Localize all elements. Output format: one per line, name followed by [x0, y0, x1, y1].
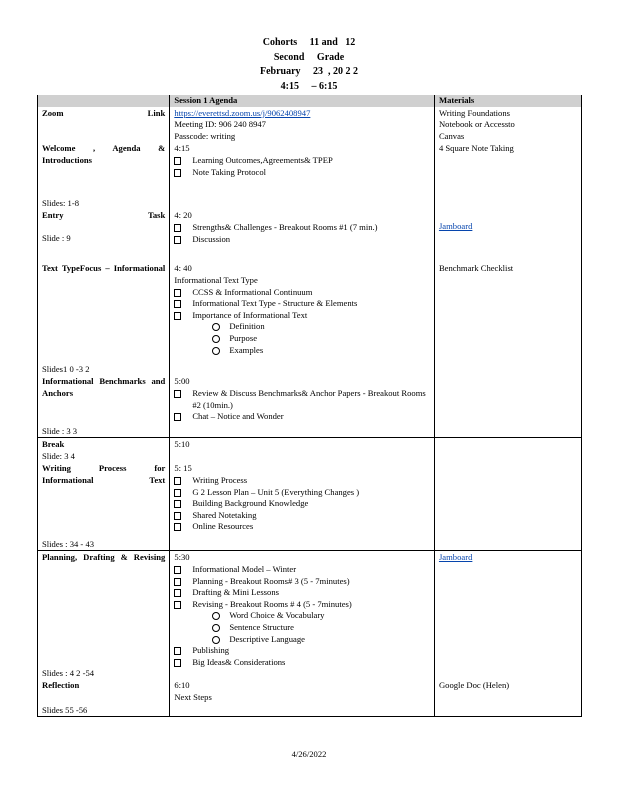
agenda-item-text: G 2 Lesson Plan – Unit 5 (Everything Changes ) — [192, 486, 360, 497]
circle-bullet-icon — [212, 347, 220, 355]
agenda-time: 5:10 — [174, 439, 190, 450]
slides-range: Slides: 1-8 — [42, 197, 80, 208]
agenda-cell — [170, 679, 435, 717]
topic-title: Break — [42, 439, 65, 450]
materials-cell — [434, 462, 581, 551]
header-time: 4:15 – 6:15 — [280, 80, 338, 92]
agenda-item — [174, 645, 430, 657]
table-row — [38, 462, 582, 551]
agenda-item-text: Big Ideas& Considerations — [192, 656, 286, 667]
materials-cell — [434, 679, 581, 717]
materials-cell — [434, 209, 581, 262]
topic-wrap — [42, 143, 165, 209]
topic-wrap — [42, 263, 165, 375]
agenda-subitem-text: Word Choice & Vocabulary — [229, 610, 325, 621]
agenda-time: 5:00 — [174, 376, 190, 387]
material-item: Google Doc (Helen) — [438, 680, 510, 691]
material-item: Benchmark Checklist — [438, 263, 514, 274]
agenda-item — [174, 234, 430, 246]
agenda-item-text: Planning - Breakout Rooms# 3 (5 - 7minutes) — [192, 575, 350, 586]
checkbox-icon — [174, 312, 181, 320]
topic-cell — [38, 209, 170, 262]
header-grade: Second Grade — [273, 51, 345, 63]
checkbox-icon — [174, 289, 181, 297]
topic-cell — [38, 262, 170, 375]
checkbox-icon — [174, 489, 181, 497]
agenda-item-text: CCSS & Informational Continuum — [192, 286, 313, 297]
agenda-item-text: Strengths& Challenges - Breakout Rooms #1 (7 min.) — [192, 221, 378, 232]
agenda-cell — [170, 107, 435, 143]
agenda-item — [174, 222, 430, 234]
slides-range: Slide : 3 3 — [42, 425, 78, 436]
materials-cell — [434, 375, 581, 438]
topic-cell — [38, 551, 170, 680]
checkbox-icon — [174, 566, 181, 574]
checkbox-icon — [174, 523, 181, 531]
agenda-subitem-text: Purpose — [229, 332, 258, 343]
topic-title: Entry Task — [42, 210, 166, 221]
zoom-link[interactable]: https://everettsd.zoom.us/j/9062408947 — [174, 107, 311, 118]
agenda-item — [174, 475, 430, 487]
agenda-time: 5:30 — [174, 552, 190, 563]
agenda-item-text: Shared Notetaking — [192, 509, 257, 520]
agenda-item-text: Online Resources — [192, 521, 254, 532]
topic-title: Planning, Drafting & Revising — [42, 552, 166, 563]
checkbox-icon — [174, 224, 181, 232]
slides-range: Slide: 3 4 — [42, 450, 75, 461]
agenda-subitem-text: Descriptive Language — [229, 633, 305, 644]
agenda-subitem — [174, 345, 430, 357]
agenda-item — [174, 587, 430, 599]
topic-wrap — [42, 210, 165, 262]
table-row — [38, 375, 582, 438]
topic-cell — [38, 107, 170, 143]
topic-wrap — [42, 680, 165, 716]
agenda-item — [174, 310, 430, 322]
circle-bullet-icon — [212, 636, 220, 644]
agenda-item-text: Publishing — [192, 645, 230, 656]
checkbox-icon — [174, 157, 181, 165]
material-item: 4 Square Note Taking — [438, 143, 514, 154]
agenda-cell — [170, 142, 435, 209]
agenda-subitem — [174, 610, 430, 622]
agenda-item — [174, 564, 430, 576]
header-cohorts: Cohorts 11 and 12 — [262, 37, 356, 48]
circle-bullet-icon — [212, 323, 220, 331]
agenda-cell — [170, 375, 435, 438]
agenda-subitem — [174, 333, 430, 345]
checkbox-icon — [174, 512, 181, 520]
column-header-agenda: Session 1 Agenda — [170, 95, 435, 107]
agenda-cell — [170, 209, 435, 262]
slides-range: Slide : 9 — [42, 232, 71, 243]
material-item: Notebook or Accessto — [438, 119, 515, 130]
table-row — [38, 209, 582, 262]
agenda-body — [38, 107, 582, 717]
circle-bullet-icon — [212, 624, 220, 632]
topic-cell — [38, 462, 170, 551]
checkbox-icon — [174, 477, 181, 485]
agenda-item-text: Building Background Knowledge — [192, 498, 309, 509]
agenda-time: 4:15 — [174, 143, 190, 154]
topic-title: Welcome , Agenda & Introductions — [42, 143, 166, 165]
materials-cell — [434, 551, 581, 680]
agenda-item-text: Drafting & Mini Lessons — [192, 587, 279, 598]
topic-wrap — [42, 463, 165, 550]
agenda-time: 6:10 — [174, 680, 190, 691]
checkbox-icon — [174, 647, 181, 655]
agenda-item-text: Informational Text Type - Structure & Elements — [192, 298, 358, 309]
agenda-item — [174, 155, 430, 167]
topic-wrap — [42, 439, 165, 462]
agenda-cell — [170, 262, 435, 375]
agenda-item-text: Importance of Informational Text — [192, 309, 308, 320]
agenda-item — [174, 298, 430, 310]
agenda-item — [174, 576, 430, 588]
agenda-time: 4: 40 — [174, 263, 192, 274]
document-header — [0, 36, 618, 94]
checkbox-icon — [174, 169, 181, 177]
table-row — [38, 551, 582, 680]
topic-cell — [38, 142, 170, 209]
agenda-subitem-text: Sentence Structure — [229, 621, 294, 632]
agenda-subitem — [174, 321, 430, 333]
agenda-line: Meeting ID: 906 240 8947 — [174, 119, 266, 130]
slides-range: Slides : 4 2 -54 — [42, 667, 95, 678]
agenda-subitem-text: Examples — [229, 344, 264, 355]
agenda-item — [174, 487, 430, 499]
agenda-item — [174, 510, 430, 522]
agenda-item — [174, 657, 430, 669]
materials-cell — [434, 262, 581, 375]
checkbox-icon — [174, 500, 181, 508]
topic-title: Zoom Link — [42, 107, 166, 118]
agenda-line: Informational Text Type — [174, 274, 258, 285]
footer-date: 4/26/2022 — [291, 749, 327, 759]
agenda-item — [174, 167, 430, 179]
materials-cell — [434, 142, 581, 209]
agenda-time: 5: 15 — [174, 463, 192, 474]
topic-wrap — [42, 376, 165, 437]
agenda-item-text: Note Taking Protocol — [192, 166, 267, 177]
slides-range: Slides 55 -56 — [42, 704, 88, 715]
agenda-item-text: Chat – Notice and Wonder — [192, 411, 284, 422]
agenda-cell — [170, 438, 435, 463]
table-row — [38, 142, 582, 209]
topic-cell — [38, 679, 170, 717]
agenda-item — [174, 599, 430, 611]
jamboard-link[interactable]: Jamboard — [438, 552, 473, 563]
table-row — [38, 679, 582, 717]
agenda-item-text: Review & Discuss Benchmarks& Anchor Papers - Breakout Rooms #2 (10min.) — [192, 387, 426, 410]
topic-wrap — [42, 552, 165, 679]
agenda-time: 4: 20 — [174, 210, 192, 221]
topic-cell — [38, 438, 170, 463]
column-header-materials: Materials — [434, 95, 581, 107]
agenda-cell — [170, 551, 435, 680]
checkbox-icon — [174, 300, 181, 308]
agenda-subitem-text: Definition — [229, 321, 265, 332]
checkbox-icon — [174, 601, 181, 609]
table-row — [38, 107, 582, 143]
topic-wrap — [42, 108, 165, 140]
table-row — [38, 438, 582, 463]
topic-title: Reflection — [42, 680, 80, 691]
agenda-table — [37, 95, 582, 717]
material-item: Writing Foundations — [438, 107, 510, 118]
jamboard-link[interactable]: Jamboard — [438, 221, 473, 232]
checkbox-icon — [174, 659, 181, 667]
agenda-item-text: Revising - Breakout Rooms # 4 (5 - 7minutes) — [192, 598, 352, 609]
topic-title: Text TypeFocus – Informational — [42, 263, 166, 274]
agenda-subitem — [174, 622, 430, 634]
material-item: Canvas — [438, 130, 465, 141]
checkbox-icon — [174, 578, 181, 586]
agenda-item-text: Writing Process — [192, 474, 248, 485]
checkbox-icon — [174, 589, 181, 597]
agenda-subitem — [174, 634, 430, 646]
agenda-cell — [170, 462, 435, 551]
agenda-line: Next Steps — [174, 691, 212, 702]
checkbox-icon — [174, 236, 181, 244]
agenda-item — [174, 287, 430, 299]
header-date: February 23 , 20 2 2 — [259, 66, 359, 77]
circle-bullet-icon — [212, 335, 220, 343]
table-row — [38, 262, 582, 375]
slides-range: Slides1 0 -3 2 — [42, 363, 90, 374]
column-header-topic — [38, 95, 170, 107]
slides-range: Slides : 34 - 43 — [42, 538, 95, 549]
topic-title: Writing Process for Informational Text — [42, 463, 166, 485]
agenda-item-text: Informational Model – Winter — [192, 563, 297, 574]
agenda-item — [174, 388, 430, 411]
checkbox-icon — [174, 413, 181, 421]
agenda-item-text: Discussion — [192, 233, 231, 244]
agenda-line: Passcode: writing — [174, 130, 236, 141]
agenda-item — [174, 521, 430, 533]
topic-cell — [38, 375, 170, 438]
circle-bullet-icon — [212, 612, 220, 620]
checkbox-icon — [174, 390, 181, 398]
materials-cell — [434, 438, 581, 463]
agenda-item — [174, 411, 430, 423]
agenda-item-text: Learning Outcomes,Agreements& TPEP — [192, 154, 333, 165]
materials-cell — [434, 107, 581, 143]
topic-title: Informational Benchmarks and Anchors — [42, 376, 166, 398]
agenda-item — [174, 498, 430, 510]
